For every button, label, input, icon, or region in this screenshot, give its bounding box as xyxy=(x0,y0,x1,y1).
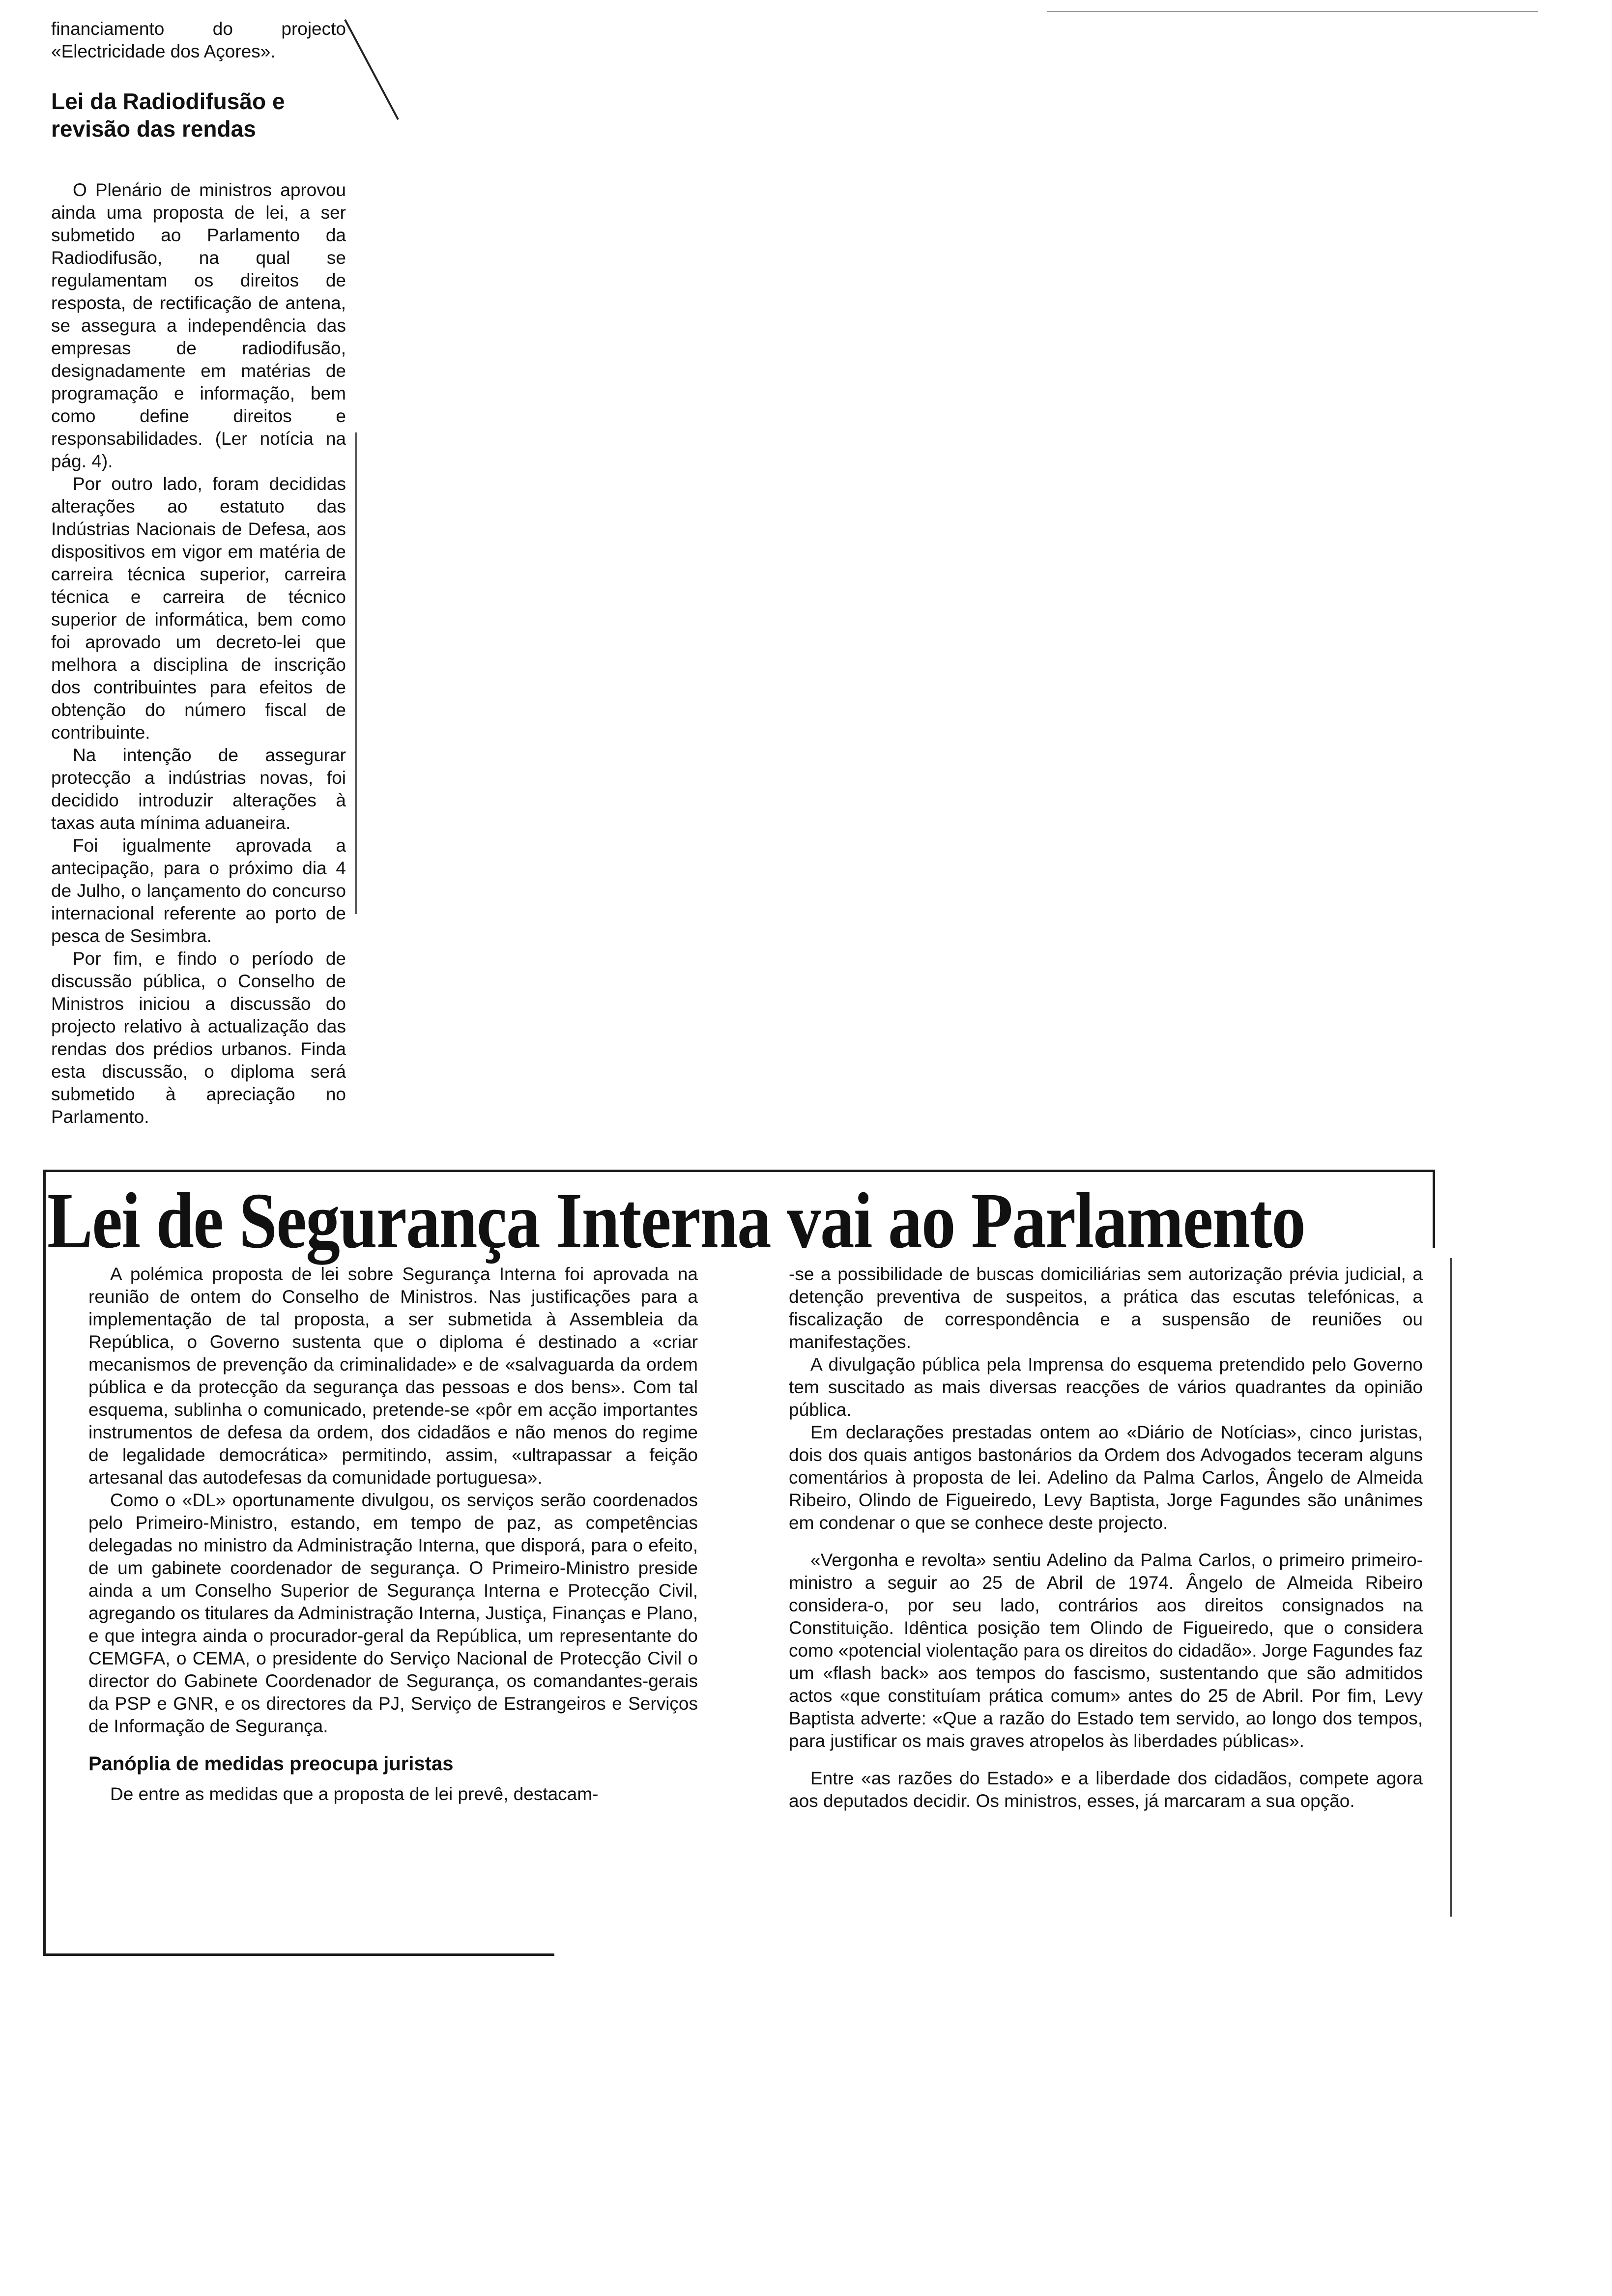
scan-mark xyxy=(1047,11,1538,12)
article-column-2 xyxy=(789,1263,1423,1812)
article-paragraph: Em declarações prestadas ontem ao «Diário de Notícias», cinco juristas, dois dos quais antigos bastonários da Ordem dos Advogados teceram alguns comentários à proposta de lei. Adelino da Palma Carlos, Ângelo de Almeida Ribeiro, Olindo de Figueiredo, Levy Baptista, Jorge Fagundes são unânimes em condenar o que se conhece deste projecto. xyxy=(789,1422,1423,1533)
article-top-rule xyxy=(43,1170,1434,1172)
scan-mark xyxy=(355,432,357,914)
article-paragraph: Como o «DL» oportunamente divulgou, os serviços serão coordenados pelo Primeiro-Ministro, estando, em tempo de paz, as competências delegadas no ministro da Administração Interna, que disporá, para o efeito, de um gabinete coordenador de segurança. O Primeiro-Ministro preside ainda a um Conselho Superior de Segurança Interna e Protecção Civil, agregando os titulares da Administração Interna, Justiça, Finanças e Plano, e que integra ainda o procurador-geral da República, um representante do CEMGFA, o CEMA, o presidente do Serviço Nacional de Protecção Civil o director do Gabinete Coordenador de Segurança, os comandantes-gerais da PSP e GNR, e os directores da PJ, Serviço de Estrangeiros e Serviços de Informação de Segurança. xyxy=(88,1490,698,1736)
left-paragraph: Por outro lado, foram decididas alterações ao estatuto das Indústrias Nacionais de Defesa, aos dispositivos em vigor em matéria de carreira técnica superior, carreira técnica e carreira de técnico superior de informática, bem como foi aprovado um decreto-lei que melhora a disciplina de inscrição dos contribuintes para efeitos de obtenção do número fiscal de contribuinte. xyxy=(51,474,346,743)
left-column xyxy=(51,18,346,1128)
article-column-1 xyxy=(88,1263,698,1806)
article-paragraph: A polémica proposta de lei sobre Segurança Interna foi aprovada na reunião de ontem do Conselho de Ministros. Nas justificações para a implementação de tal proposta, a ser submetida à Assembleia da República, o Governo sustenta que o diploma é destinado a «criar mecanismos de prevenção da criminalidade» e de «salvaguarda da ordem pública e da protecção da segurança das pessoas e dos bens». Com tal esquema, sublinha o comunicado, pretende-se «pôr em acção importantes instrumentos de defesa da ordem, dos cidadãos e não menos do regime de legalidade democrática» permitindo, assim, «ultrapassar a feição artesanal das autodefesas da comunidade portuguesa». xyxy=(88,1264,698,1488)
left-paragraph: Na intenção de assegurar protecção a indústrias novas, foi decidido introduzir alterações à taxas auta mínima aduaneira. xyxy=(51,745,346,833)
article-left-rule xyxy=(43,1170,46,1956)
article-paragraph: -se a possibilidade de buscas domiciliárias sem autorização prévia judicial, a detenção preventiva de suspeitos, a prática das escutas telefónicas, a fiscalização de correspondência e a suspensão de reuniões ou manifestações. xyxy=(789,1264,1423,1352)
article-headline: Lei de Segurança Interna vai ao Parlamento xyxy=(47,1177,1305,1265)
left-paragraph: Foi igualmente aprovada a antecipação, para o próximo dia 4 de Julho, o lançamento do concurso internacional referente ao porto de pesca de Sesimbra. xyxy=(51,835,346,946)
scan-mark xyxy=(1450,1258,1452,1917)
article-subheading: Panóplia de medidas preocupa juristas xyxy=(88,1753,454,1775)
article-paragraph: A divulgação pública pela Imprensa do esquema pretendido pelo Governo tem suscitado as mais diversas reacções de vários quadrantes da opinião pública. xyxy=(789,1354,1423,1420)
article-bottom-rule xyxy=(43,1953,554,1956)
section-heading: Lei da Radiodifusão e revisão das rendas xyxy=(51,88,285,142)
left-paragraph: O Plenário de ministros aprovou ainda uma proposta de lei, a ser submetido ao Parlamento da Radiodifusão, na qual se regulamentam os direitos de resposta, de rectificação de antena, se assegura a independência das empresas de radiodifusão, designadamente em matérias de programação e informação, bem como define direitos e responsabilidades. (Ler notícia na pág. 4). xyxy=(51,180,346,471)
continuation-text: financiamento do projecto «Electricidade dos Açores». xyxy=(51,19,346,61)
article-right-rule xyxy=(1433,1170,1435,1248)
article-paragraph: Entre «as razões do Estado» e a liberdade dos cidadãos, compete agora aos deputados decidir. Os ministros, esses, já marcaram a sua opção. xyxy=(789,1768,1423,1811)
article-paragraph: De entre as medidas que a proposta de lei prevê, destacam- xyxy=(110,1784,599,1804)
scan-mark xyxy=(344,19,399,120)
left-paragraph: Por fim, e findo o período de discussão pública, o Conselho de Ministros iniciou a discussão do projecto relativo à actualização das rendas dos prédios urbanos. Finda esta discussão, o diploma será submetido à apreciação no Parlamento. xyxy=(51,948,346,1127)
article-paragraph: «Vergonha e revolta» sentiu Adelino da Palma Carlos, o primeiro primeiro-ministro a seguir ao 25 de Abril de 1974. Ângelo de Almeida Ribeiro considera-o, por seu lado, contrários aos direitos consignados na Constituição. Idêntica posição tem Olindo de Figueiredo, que o considera como «potencial violentação para os direitos do cidadão». Jorge Fagundes faz um «flash back» aos tempos do fascismo, sustentando que são admitidos actos «que constituíam prática comum» antes do 25 de Abril. Por fim, Levy Baptista adverte: «Que a razão do Estado tem servido, ao longo dos tempos, para justificar os mais graves atropelos às liberdades públicas». xyxy=(789,1550,1423,1751)
